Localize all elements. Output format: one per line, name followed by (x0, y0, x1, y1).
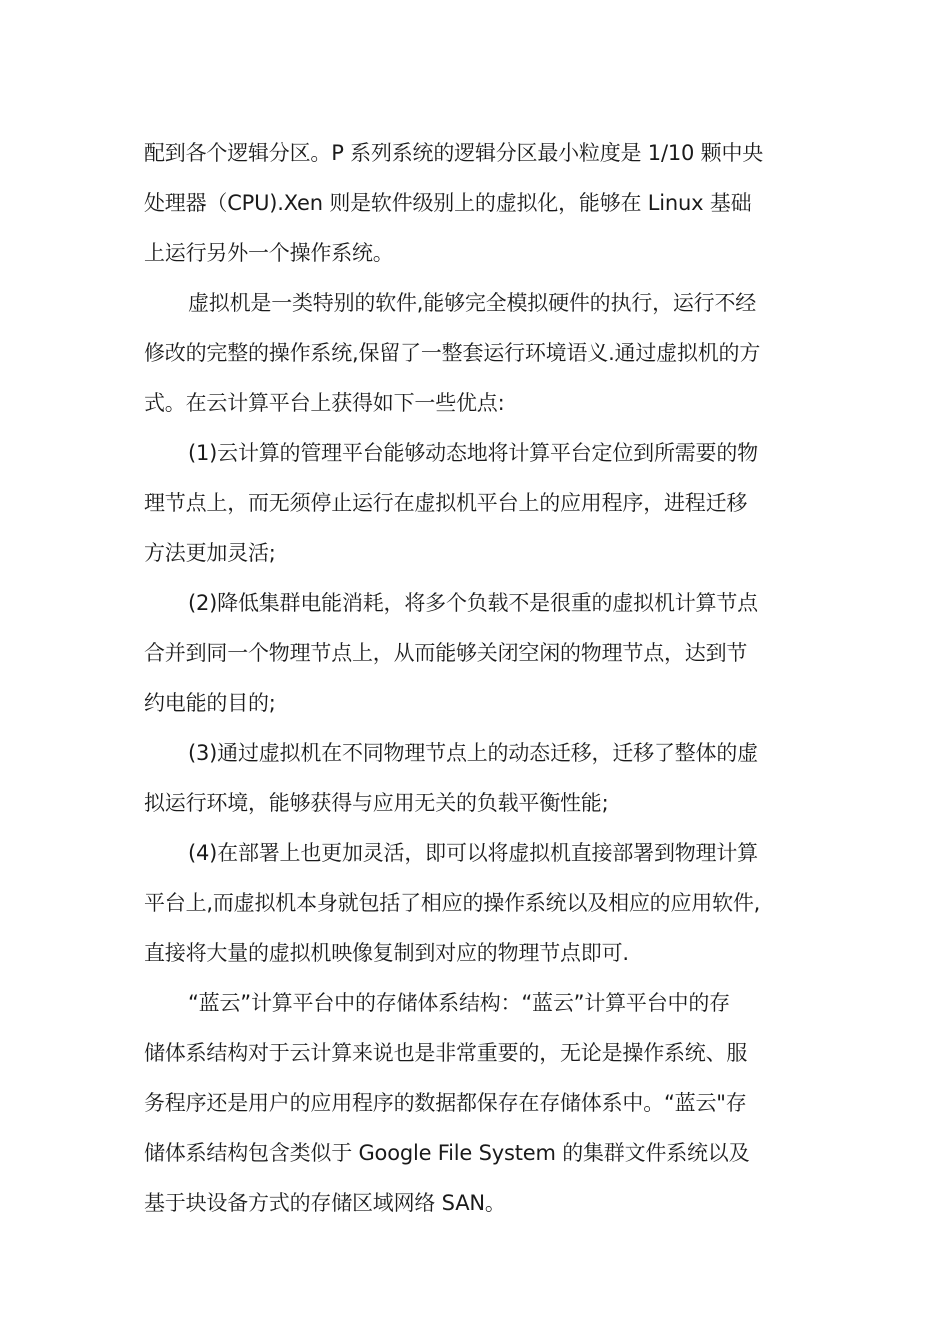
paragraph (144, 428, 812, 578)
text-line: “蓝云”计算平台中的存储体系结构：“蓝云”计算平台中的存 (188, 991, 730, 1015)
text-line: (4)在部署上也更加灵活，即可以将虚拟机直接部署到物理计算 (188, 841, 758, 865)
text-line: 修改的完整的操作系统,保留了一整套运行环境语义.通过虚拟机的方 (144, 341, 761, 365)
paragraph (144, 828, 812, 978)
text-line: (3)通过虚拟机在不同物理节点上的动态迁移，迁移了整体的虚 (188, 741, 758, 765)
text-line: 虚拟机是一类特别的软件,能够完全模拟硬件的执行，运行不经 (188, 291, 757, 315)
text-line: 合并到同一个物理节点上，从而能够关闭空闲的物理节点，达到节 (144, 641, 748, 665)
paragraph (144, 728, 812, 828)
text-line: 拟运行环境，能够获得与应用无关的负载平衡性能; (144, 791, 609, 815)
paragraph (144, 128, 812, 278)
text-line: 约电能的目的; (144, 691, 276, 715)
text-line: 储体系结构对于云计算来说也是非常重要的，无论是操作系统、服 (144, 1041, 748, 1065)
text-line: 储体系结构包含类似于 Google File System 的集群文件系统以及 (144, 1141, 750, 1165)
document-body (144, 128, 812, 1228)
paragraph (144, 578, 812, 728)
text-line: 理节点上，而无须停止运行在虚拟机平台上的应用程序，进程迁移 (144, 491, 748, 515)
text-line: 上运行另外一个操作系统。 (144, 241, 394, 265)
text-line: 务程序还是用户的应用程序的数据都保存在存储体系中。“蓝云"存 (144, 1091, 747, 1115)
paragraph (144, 978, 812, 1228)
text-line: 配到各个逻辑分区。P 系列系统的逻辑分区最小粒度是 1/10 颗中央 (144, 141, 764, 165)
text-line: (1)云计算的管理平台能够动态地将计算平台定位到所需要的物 (188, 441, 758, 465)
text-line: 平台上,而虚拟机本身就包括了相应的操作系统以及相应的应用软件, (144, 891, 761, 915)
text-line: 基于块设备方式的存储区域网络 SAN。 (144, 1191, 506, 1215)
text-line: 式。在云计算平台上获得如下一些优点: (144, 391, 505, 415)
text-line: 处理器（CPU).Xen 则是软件级别上的虚拟化，能够在 Linux 基础 (144, 191, 752, 215)
text-line: 直接将大量的虚拟机映像复制到对应的物理节点即可. (144, 941, 629, 965)
paragraph (144, 278, 812, 428)
text-line: (2)降低集群电能消耗，将多个负载不是很重的虚拟机计算节点 (188, 591, 758, 615)
text-line: 方法更加灵活; (144, 541, 276, 565)
